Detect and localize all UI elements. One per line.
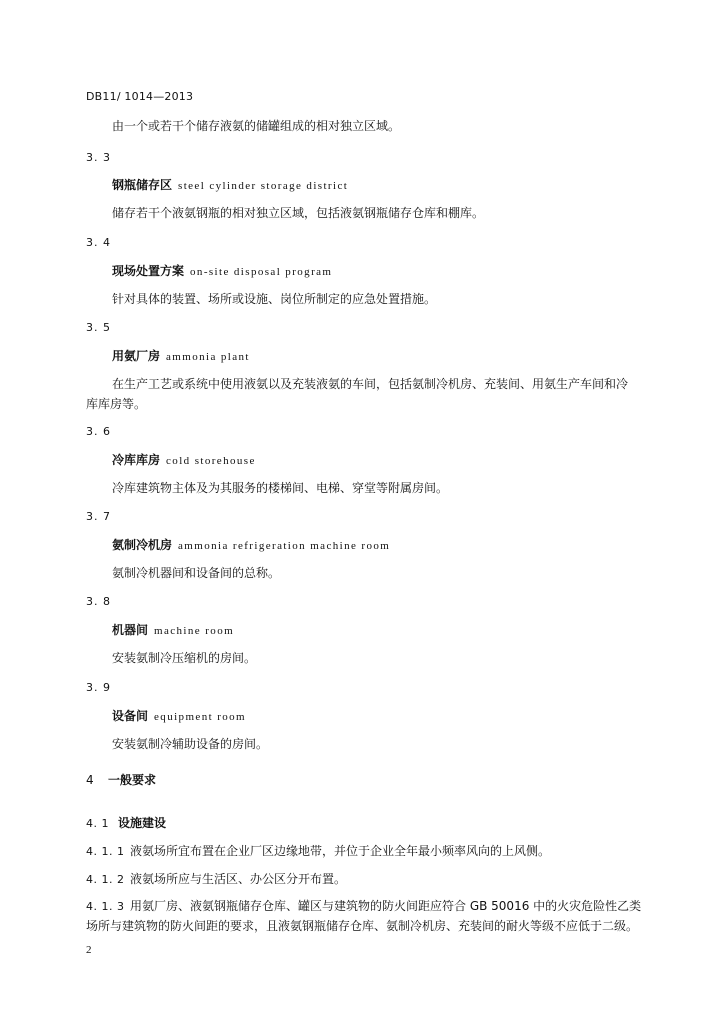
term-heading	[112, 452, 256, 469]
term-en: ammonia refrigeration machine room	[178, 540, 391, 552]
term-definition: 冷库建筑物主体及为其服务的楼梯间、电梯、穿堂等附属房间。	[112, 481, 449, 495]
term-en: machine room	[154, 625, 235, 637]
term-definition: 在生产工艺或系统中使用液氨以及充装液氨的车间，包括氨制冷机房、充装间、用氨生产车间和冷	[112, 377, 629, 391]
term-number: 3. 4	[86, 236, 111, 249]
clause	[86, 843, 550, 860]
term-cn: 设备间	[112, 709, 149, 723]
term-number: 3. 9	[86, 681, 111, 694]
term-heading	[112, 348, 250, 365]
term-en: equipment room	[154, 711, 247, 723]
term-definition-continued: 库库房等。	[86, 397, 147, 411]
term-heading	[112, 263, 332, 280]
term-definition: 安装氨制冷辅助设备的房间。	[112, 737, 269, 751]
term-definition: 安装氨制冷压缩机的房间。	[112, 651, 257, 665]
subsection-heading	[86, 815, 166, 832]
term-en: steel cylinder storage district	[178, 180, 349, 192]
term-cn: 氨制冷机房	[112, 538, 173, 552]
term-number: 3. 7	[86, 510, 111, 523]
term-cn: 用氨厂房	[112, 349, 161, 363]
clause-number: 4. 1. 1	[86, 845, 125, 858]
section-number: 4	[86, 773, 94, 787]
term-number: 3. 5	[86, 321, 111, 334]
clause	[86, 871, 346, 888]
term-heading	[112, 537, 390, 554]
clause-text: 用氨厂房、液氨钢瓶储存仓库、罐区与建筑物的防火间距应符合 GB 50016 中的火灾危险性乙类	[130, 899, 642, 913]
definition-3-2: 由一个或若干个储存液氨的储罐组成的相对独立区域。	[112, 119, 401, 133]
clause-text-continued: 场所与建筑物的防火间距的要求，且液氨钢瓶储存仓库、氨制冷机房、充装间的耐火等级不应低于二级。	[86, 919, 639, 933]
subsection-title: 设施建设	[118, 816, 167, 830]
term-en: cold storehouse	[166, 455, 256, 467]
term-cn: 现场处置方案	[112, 264, 185, 278]
page-number: 2	[86, 944, 92, 956]
term-definition: 氨制冷机器间和设备间的总称。	[112, 566, 281, 580]
term-number: 3. 8	[86, 595, 111, 608]
term-heading	[112, 177, 348, 194]
subsection-number: 4. 1	[86, 817, 109, 830]
clause-text: 液氨场所应与生活区、办公区分开布置。	[130, 872, 347, 886]
term-heading	[112, 622, 234, 639]
section-heading	[86, 772, 156, 788]
term-definition: 储存若干个液氨钢瓶的相对独立区域，包括液氨钢瓶储存仓库和棚库。	[112, 206, 485, 220]
term-cn: 冷库库房	[112, 453, 161, 467]
term-cn: 钢瓶储存区	[112, 178, 173, 192]
term-en: on-site disposal program	[190, 266, 333, 278]
section-title: 一般要求	[108, 773, 157, 787]
term-definition: 针对具体的装置、场所或设施、岗位所制定的应急处置措施。	[112, 292, 437, 306]
clause-number: 4. 1. 3	[86, 900, 125, 913]
document-header: DB11/ 1014—2013	[86, 90, 194, 103]
term-number: 3. 3	[86, 151, 111, 164]
term-number: 3. 6	[86, 425, 111, 438]
term-en: ammonia plant	[166, 351, 250, 363]
term-cn: 机器间	[112, 623, 149, 637]
term-heading	[112, 708, 246, 725]
clause-text: 液氨场所宜布置在企业厂区边缘地带，并位于企业全年最小频率风向的上风侧。	[130, 844, 551, 858]
clause-number: 4. 1. 2	[86, 873, 125, 886]
clause	[86, 898, 641, 915]
